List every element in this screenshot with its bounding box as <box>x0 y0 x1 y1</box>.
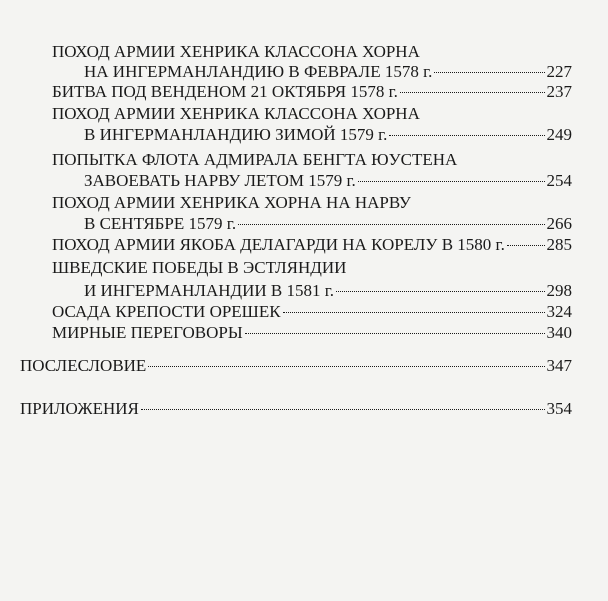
toc-entry-4[interactable] <box>84 171 572 191</box>
toc-afterword[interactable] <box>20 356 572 376</box>
leader-dots <box>148 366 544 367</box>
toc-entry-5-line1: ПОХОД АРМИИ ХЕНРИКА ХОРНА НА НАРВУ <box>52 193 411 212</box>
leader-dots <box>283 312 545 313</box>
toc-entry-3-line2: В ИНГЕРМАНЛАНДИЮ ЗИМОЙ 1579 г. <box>84 125 388 144</box>
toc-entry-9[interactable] <box>52 323 572 343</box>
leader-dots <box>358 181 545 182</box>
leader-dots <box>507 245 545 246</box>
toc-entry-3[interactable] <box>84 125 572 145</box>
toc-afterword-label: ПОСЛЕСЛОВИЕ <box>20 356 147 375</box>
leader-dots <box>434 72 544 73</box>
toc-entry-3-line1: ПОХОД АРМИИ ХЕНРИКА КЛАССОНА ХОРНА <box>52 104 420 123</box>
toc-entry-6-page: 285 <box>546 235 572 254</box>
leader-dots <box>238 224 544 225</box>
toc-entry-5[interactable] <box>84 214 572 234</box>
toc-entry-4-page: 254 <box>546 171 572 190</box>
toc-entry-2[interactable] <box>52 82 572 102</box>
toc-entry-8-page: 324 <box>546 302 572 321</box>
toc-appendices[interactable] <box>20 399 572 419</box>
toc-entry-6[interactable] <box>52 235 572 255</box>
toc-entry-4-line1: ПОПЫТКА ФЛОТА АДМИРАЛА БЕНГТА ЮУСТЕНА <box>52 150 458 169</box>
toc-entry-9-page: 340 <box>546 323 572 342</box>
toc-entry-2-page: 237 <box>546 82 572 101</box>
toc-entry-1[interactable] <box>84 62 572 82</box>
leader-dots <box>141 409 545 410</box>
toc-entry-7-line1: ШВЕДСКИЕ ПОБЕДЫ В ЭСТЛЯНДИИ <box>52 258 347 277</box>
toc-entry-7-page: 298 <box>546 281 572 300</box>
toc-entry-8[interactable] <box>52 302 572 322</box>
toc-entry-1-line2: НА ИНГЕРМАНЛАНДИЮ В ФЕВРАЛЕ 1578 г. <box>84 62 433 81</box>
toc-appendices-page: 354 <box>546 399 572 418</box>
toc-entry-4-line2: ЗАВОЕВАТЬ НАРВУ ЛЕТОМ 1579 г. <box>84 171 356 190</box>
toc-entry-7[interactable] <box>84 281 572 301</box>
leader-dots <box>400 92 545 93</box>
toc-entry-5-page: 266 <box>546 214 572 233</box>
toc-entry-3-page: 249 <box>546 125 572 144</box>
toc-entry-9-line1: МИРНЫЕ ПЕРЕГОВОРЫ <box>52 323 243 342</box>
leader-dots <box>245 333 545 334</box>
toc-entry-1-line1: ПОХОД АРМИИ ХЕНРИКА КЛАССОНА ХОРНА <box>52 42 420 61</box>
toc-entry-8-line1: ОСАДА КРЕПОСТИ ОРЕШЕК <box>52 302 281 321</box>
toc-entry-7-line2: И ИНГЕРМАНЛАНДИИ В 1581 г. <box>84 281 335 300</box>
toc-entry-1-page: 227 <box>546 62 572 81</box>
toc-afterword-page: 347 <box>546 356 572 375</box>
leader-dots <box>389 135 544 136</box>
toc-entry-6-line1: ПОХОД АРМИИ ЯКОБА ДЕЛАГАРДИ НА КОРЕЛУ В 1580 г. <box>52 235 505 254</box>
toc-entry-5-line2: В СЕНТЯБРЕ 1579 г. <box>84 214 237 233</box>
leader-dots <box>336 291 544 292</box>
toc-entry-2-line1: БИТВА ПОД ВЕНДЕНОМ 21 ОКТЯБРЯ 1578 г. <box>52 82 398 101</box>
toc-appendices-label: ПРИЛОЖЕНИЯ <box>20 399 139 418</box>
